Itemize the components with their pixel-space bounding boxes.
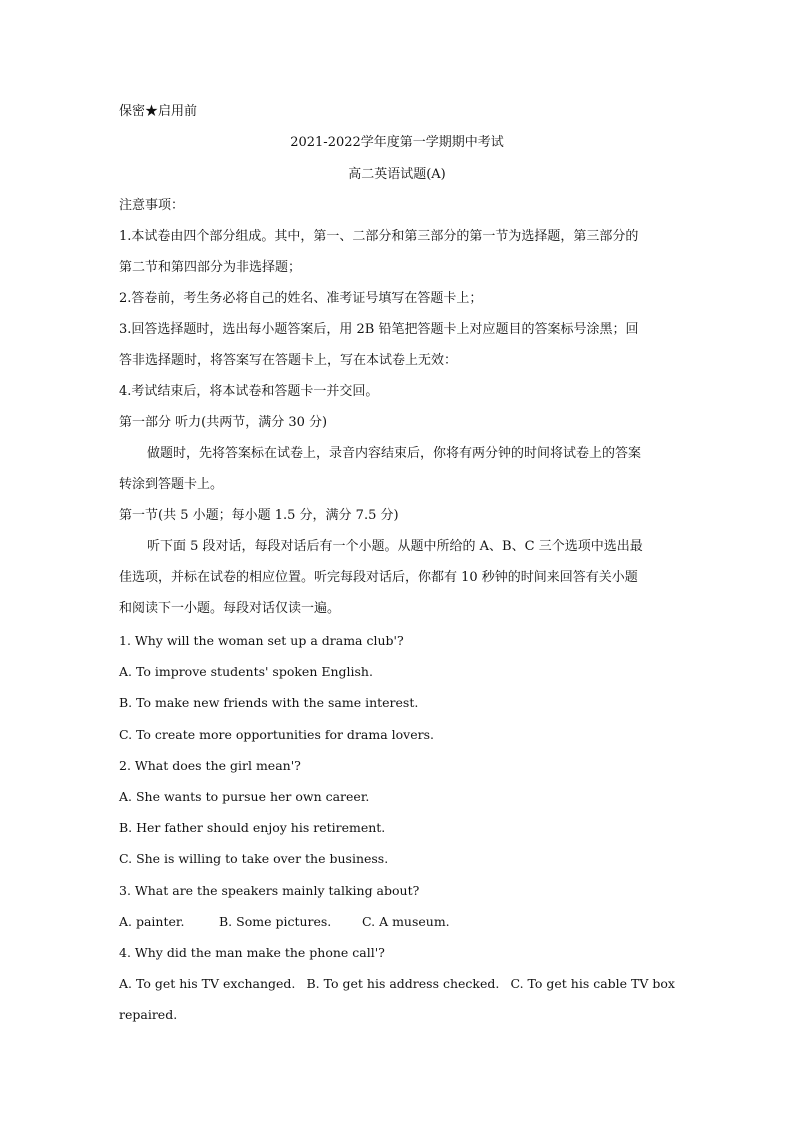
q3-option-b: B. Some pictures.	[219, 914, 332, 929]
q2-option-c: C. She is willing to take over the business.	[119, 851, 389, 866]
note-item-4: 4.考试结束后，将本试卷和答题卡一并交回。	[119, 384, 379, 399]
q2-option-a: A. She wants to pursue her own career.	[119, 789, 370, 804]
q3-option-a: A. painter.	[119, 914, 185, 929]
q2-option-b: B. Her father should enjoy his retirement.	[119, 820, 386, 835]
note-item-1: 1.本试卷由四个部分组成。其中，第一、二部分和第三部分的第一节为选择题，第三部分的	[119, 229, 639, 244]
note-item-2: 2.答卷前，考生务必将自己的姓名、准考证号填写在答题卡上；	[119, 291, 483, 306]
q3-stem: 3. What are the speakers mainly talking about?	[119, 883, 420, 898]
q4-option-c: C. To get his cable TV box	[510, 976, 675, 991]
section1-instruction: 听下面 5 段对话，每段对话后有一个小题。从题中所给的 A、B、C 三个选项中选出最	[147, 539, 643, 554]
q1-option-c: C. To create more opportunities for drama lovers.	[119, 727, 434, 742]
part1-heading: 第一部分 听力(共两节，满分 30 分)	[119, 415, 328, 430]
section1-heading: 第一节(共 5 小题；每小题 1.5 分，满分 7.5 分)	[119, 508, 399, 523]
paper-title: 高二英语试题(A)	[348, 167, 446, 182]
notes-heading: 注意事项：	[119, 198, 185, 213]
note-item-3-cont: 答非选择题时，将答案写在答题卡上，写在本试卷上无效：	[119, 353, 458, 368]
q1-option-a: A. To improve students' spoken English.	[119, 664, 373, 679]
note-item-1-cont: 第二节和第四部分为非选择题；	[119, 260, 302, 275]
secret-mark: 保密★启用前	[119, 104, 198, 119]
q4-stem: 4. Why did the man make the phone call'?	[119, 945, 385, 960]
q4-option-b: B. To get his address checked.	[306, 976, 500, 991]
q2-stem: 2. What does the girl mean'?	[119, 758, 301, 773]
q4-option-a: A. To get his TV exchanged.	[119, 976, 296, 991]
q1-option-b: B. To make new friends with the same interest.	[119, 695, 419, 710]
q1-stem: 1. Why will the woman set up a drama club'?	[119, 633, 404, 648]
q4-options	[119, 975, 675, 993]
exam-title: 2021-2022学年度第一学期期中考试	[290, 135, 504, 150]
q4-option-c-cont: repaired.	[119, 1007, 178, 1022]
note-item-3: 3.回答选择题时，选出每小题答案后，用 2B 铅笔把答题卡上对应题目的答案标号涂黑；回	[119, 322, 639, 337]
part1-instruction-cont: 转涂到答题卡上。	[119, 477, 224, 492]
section1-instruction-cont2: 和阅读下一小题。每段对话仅读一遍。	[119, 601, 341, 616]
section1-instruction-cont1: 佳选项，并标在试卷的相应位置。听完每段对话后，你都有 10 秒钟的时间来回答有关小题	[119, 570, 638, 585]
q3-option-c: C. A museum.	[362, 914, 450, 929]
part1-instruction: 做题时，先将答案标在试卷上，录音内容结束后，你将有两分钟的时间将试卷上的答案	[147, 446, 642, 461]
